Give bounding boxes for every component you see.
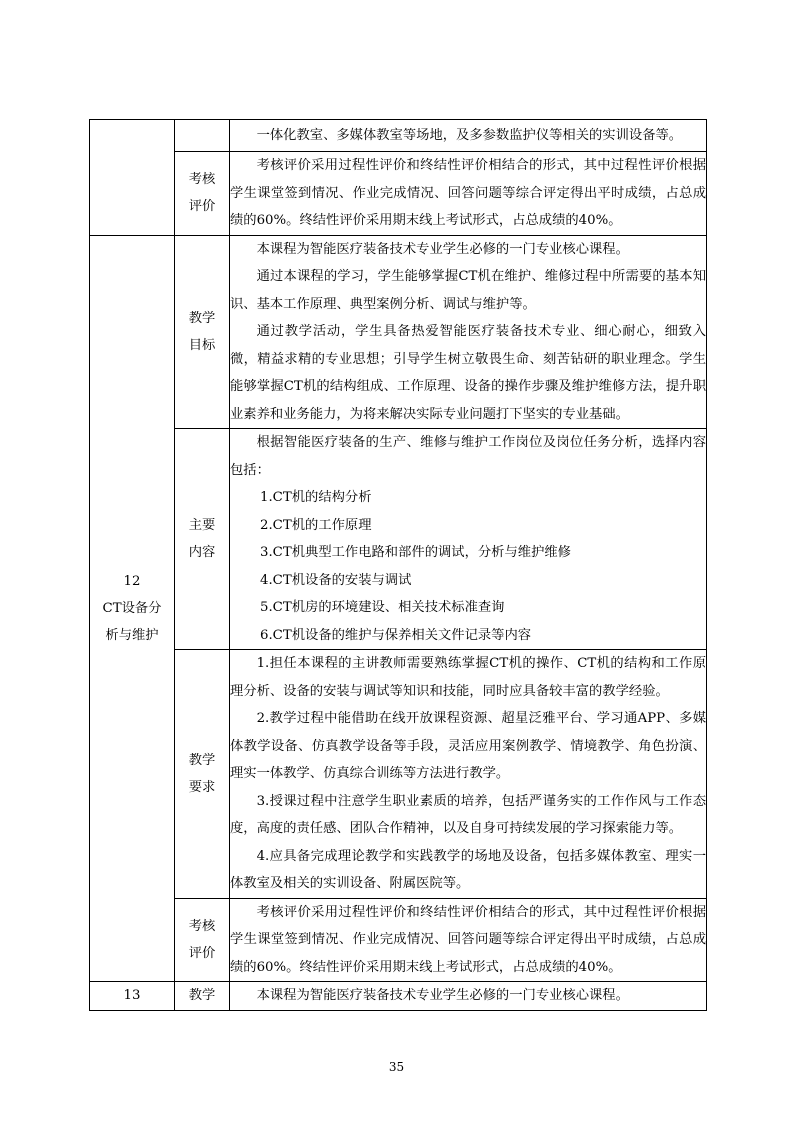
content-item: 1.CT机的结构分析 bbox=[260, 490, 372, 505]
table-row bbox=[90, 650, 707, 899]
assessment-text: 考核评价采用过程性评价和终结性评价相结合的形式，其中过程性评价根据学生课堂签到情况、作业完成情况、回答问题等综合评定得出平时成绩，占总成绩的60%。终结性评价采用期末线上考试形式，占总成绩的40%。 bbox=[230, 158, 706, 228]
table-row bbox=[90, 152, 707, 236]
course13-text: 本课程为智能医疗装备技术专业学生必修的一门专业核心课程。 bbox=[256, 988, 629, 1003]
course-table bbox=[89, 119, 707, 1011]
row-content-cell bbox=[230, 429, 707, 650]
assessment-label: 评价 bbox=[188, 199, 216, 215]
table-row bbox=[90, 898, 707, 982]
content-item: 5.CT机房的环境建设、相关技术标准查询 bbox=[260, 600, 505, 615]
row-content-cell bbox=[230, 235, 707, 429]
assessment-label: 考核 bbox=[188, 918, 216, 934]
course-number: 13 bbox=[123, 988, 141, 1004]
row-label-cell bbox=[175, 982, 230, 1011]
table-row bbox=[90, 982, 707, 1011]
assessment-label: 考核 bbox=[188, 172, 216, 188]
table-row bbox=[90, 120, 707, 152]
course-name: 析与维护 bbox=[105, 627, 159, 643]
row-content-cell bbox=[230, 120, 707, 152]
row-label-cell bbox=[175, 235, 230, 429]
content-item: 6.CT机设备的维护与保养相关文件记录等内容 bbox=[260, 627, 532, 643]
requirements-label: 要求 bbox=[188, 779, 216, 795]
content-item: 3.CT机典型工作电路和部件的调试，分析与维护维修 bbox=[260, 545, 571, 560]
goals-paragraph: 本课程为智能医疗装备技术专业学生必修的一门专业核心课程。 bbox=[256, 241, 629, 257]
equipment-text: 一体化教室、多媒体教室等场地，及多参数监护仪等相关的实训设备等。 bbox=[256, 127, 683, 143]
row-label-cell bbox=[175, 650, 230, 899]
row-label-cell bbox=[175, 898, 230, 982]
goals-label: 教学 bbox=[188, 310, 216, 326]
goals-paragraph: 通过本课程的学习，学生能够掌握CT机在维护、维修过程中所需要的基本知识、基本工作原理、典型案例分析、调试与维护等。 bbox=[230, 269, 706, 312]
table-row bbox=[90, 429, 707, 650]
course-number: 12 bbox=[123, 573, 141, 589]
requirements-paragraph: 4.应具备完成理论教学和实践教学的场地及设备，包括多媒体教室、理实一体教室及相关的实训设备、附属医院等。 bbox=[230, 848, 706, 891]
course-name: CT设备分 bbox=[102, 600, 162, 616]
assessment-label: 评价 bbox=[188, 945, 216, 961]
teaching-label: 教学 bbox=[188, 988, 216, 1004]
row-label-cell bbox=[175, 120, 230, 152]
table-row bbox=[90, 235, 707, 429]
requirements-label: 教学 bbox=[188, 752, 216, 768]
row-content-cell bbox=[230, 152, 707, 236]
course-number-cell bbox=[90, 982, 175, 1011]
course-number-cell bbox=[90, 235, 175, 982]
row-content-cell bbox=[230, 650, 707, 899]
requirements-paragraph: 1.担任本课程的主讲教师需要熟练掌握CT机的操作、CT机的结构和工作原理分析、设备的安装与调试等知识和技能，同时应具备较丰富的教学经验。 bbox=[230, 656, 706, 699]
page-number: 35 bbox=[388, 1060, 405, 1074]
requirements-paragraph: 2.教学过程中能借助在线开放课程资源、超星泛雅平台、学习通APP、多媒体教学设备、仿真教学设备等手段，灵活应用案例教学、情境教学、角色扮演、理实一体教学、仿真综合训练等方法进行教学。 bbox=[230, 711, 706, 781]
row-label-cell bbox=[175, 152, 230, 236]
goals-paragraph: 通过教学活动，学生具备热爱智能医疗装备技术专业、细心耐心，细致入微，精益求精的专业思想；引导学生树立敬畏生命、刻苦钻研的职业理念。学生能够掌握CT机的结构组成、工作原理、设备的操作步骤及维护维修方法，提升职业素养和业务能力，为将来解决实际专业问题打下坚实的专业基础。 bbox=[230, 324, 706, 422]
content-label: 主要 bbox=[188, 518, 216, 533]
content-item: 4.CT机设备的安装与调试 bbox=[260, 572, 412, 588]
requirements-paragraph: 3.授课过程中注意学生职业素质的培养，包括严谨务实的工作作风与工作态度，高度的责任感、团队合作精神，以及自身可持续发展的学习探索能力等。 bbox=[230, 793, 706, 836]
content-label: 内容 bbox=[188, 545, 216, 560]
row-content-cell bbox=[230, 982, 707, 1011]
assessment-text: 考核评价采用过程性评价和终结性评价相结合的形式，其中过程性评价根据学生课堂签到情况、作业完成情况、回答问题等综合评定得出平时成绩，占总成绩的60%。终结性评价采用期末线上考试形式，占总成绩的40%。 bbox=[230, 904, 706, 975]
content-intro: 根据智能医疗装备的生产、维修与维护工作岗位及岗位任务分析，选择内容包括： bbox=[230, 435, 706, 478]
row-label-cell bbox=[175, 429, 230, 650]
row-content-cell bbox=[230, 898, 707, 982]
course-number-cell bbox=[90, 120, 175, 236]
goals-label: 目标 bbox=[188, 337, 216, 353]
content-item: 2.CT机的工作原理 bbox=[260, 517, 372, 533]
